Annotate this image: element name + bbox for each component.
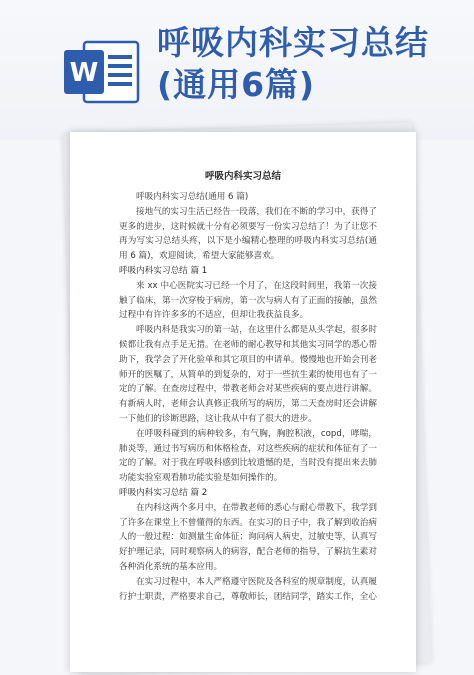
svg-text:W: W	[69, 58, 99, 88]
section1-paragraph-3: 在呼吸科碰到的病种较多，有气胸，胸腔积液，copd，哮喘，肺炎等，通过书写病历和体格检查，对这些疾病的症状和体征有了一定的了解。对于我在呼吸科感到比较遗憾的是，当时没有提出来去肺功能实验室观看肺功能实验是如何操作的。	[119, 428, 377, 484]
section1-paragraph-2: 呼吸内科是我实习的第一站，在这里什么都是从头学起，很多时候都让我有点手足无措。在老师的耐心教导和其他实习同学的悉心帮助下，我学会了开化验单和其它项目的申请单。慢慢地也开始会刊老师开的医嘱了，从简单的到复杂的，对于一些抗生素的使用也有了一定的了解。在查房过程中，带教老师会对某些疾病的要点进行讲解。有新病人时，老师会认真修正我所写的病历，第二天查房时还会讲解一下他们的诊断思路，这让我从中有了很大的进步。	[119, 325, 377, 424]
section-heading-2: 呼吸内科实习总结 篇 2	[119, 487, 208, 498]
document-title: 呼吸内科实习总结	[204, 171, 281, 182]
section1-paragraph-1: 来 xx 中心医院实习已经一个月了，在这段时间里，我第一次接触了临床，第一次穿梭于病房，第一次与病人有了正面的接触，虽然过程中有许许多多的不适应，但却让我获益良多。	[119, 280, 377, 321]
page-title-line1: 呼吸内科实习总结	[157, 23, 429, 62]
document-subtitle: 呼吸内科实习总结(通用 6 篇)	[136, 192, 249, 202]
banner	[0, 0, 474, 140]
section-heading-1: 呼吸内科实习总结 篇 1	[119, 265, 208, 276]
document-content	[119, 190, 377, 604]
intro-paragraph: 接地气的实习生活已经告一段落，我们在不断的学习中，获得了更多的进步，这时候就十分有必须要写一份实习总结了！为了让您不再为写实习总结头疼，以下是小编精心整理的呼吸内科实习总结(通用 6 篇)，欢迎阅读，希望大家能够喜欢。	[119, 206, 377, 262]
section2-paragraph-2: 在实习过程中，本人严格遵守医院及各科室的规章制度，认真履行护士职责，严格要求自己，尊敬师长，团结同学，踏实工作，全心	[119, 576, 377, 602]
word-document-icon	[60, 38, 142, 106]
document-page	[70, 132, 416, 672]
page-title	[157, 22, 467, 106]
page-title-line2: (通用6篇)	[157, 65, 316, 104]
section2-paragraph-1: 在内科这两个多月中，在带教老师的悉心与耐心带教下，我学到了许多在课堂上不曾懂得的东西。在实习的日子中，我了解到收治病人的一般过程：如测量生命体征；询问病人病史，过敏史等，认真写好护理记录，同时观察病人的病容，配合老师的指导，了解抗生素对各种消化系统的基本应用。	[119, 502, 377, 572]
